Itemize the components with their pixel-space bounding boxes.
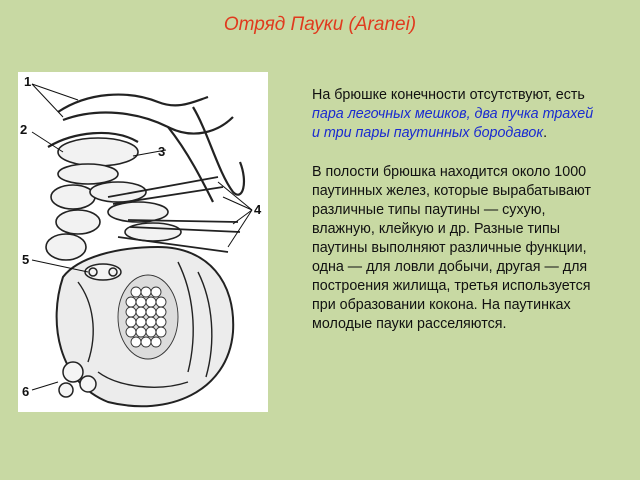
paragraph-respiratory-organs — [312, 86, 602, 143]
figure-label-6: 6 — [22, 384, 30, 399]
description-text — [312, 86, 602, 354]
paragraph-web-glands: В полости брюшка находится около 1000 паутинных желез, которые вырабатывают различные типы паутины — сухую, влажную, клейкую и др. Разные типы паутины выполняют различные функции, одна — для ловли добычи, другая — для построения жилища, третья используется при образовании кокона. На паутинках молодые пауки расселяются. — [312, 164, 591, 332]
figure-label-3: 3 — [158, 144, 166, 159]
figure-label-1: 1 — [24, 74, 32, 89]
paragraph1-highlight: пара легочных мешков, два пучка трахей и три пары паутинных бородавок — [312, 106, 594, 141]
figure-label-4: 4 — [254, 202, 262, 217]
spider-anatomy-drawing — [18, 72, 268, 412]
paragraph1-text-after: . — [543, 125, 548, 141]
slide-title: Отряд Пауки (Aranei) — [223, 14, 417, 35]
paragraph1-text-before: На брюшке конечности отсутствуют, есть — [312, 87, 585, 103]
spider-anatomy-figure — [18, 72, 268, 412]
figure-label-5: 5 — [22, 252, 30, 267]
figure-label-2: 2 — [20, 122, 28, 137]
